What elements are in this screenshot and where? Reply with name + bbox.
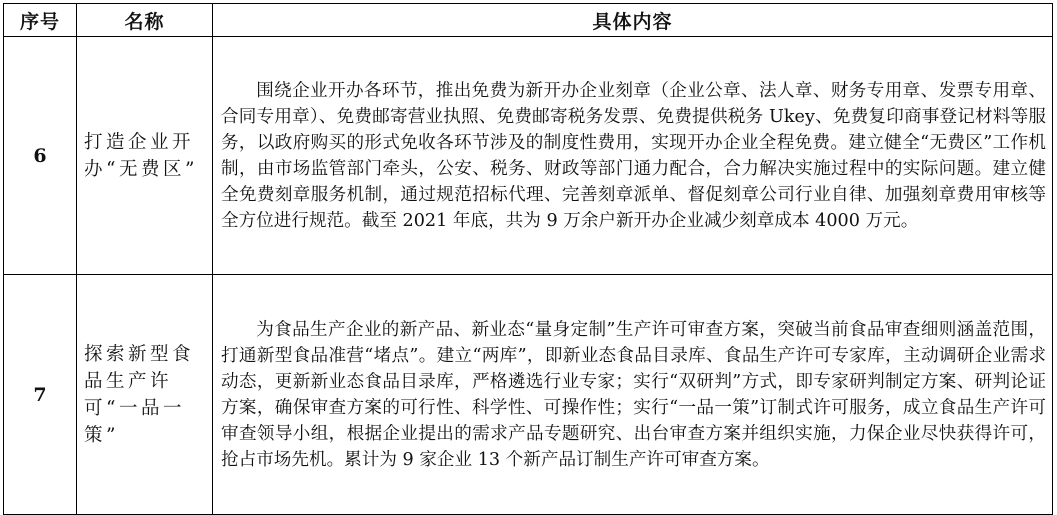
header-row xyxy=(4,4,1053,37)
table-row xyxy=(4,275,1053,515)
header-name: 名称 xyxy=(77,4,213,37)
row-name: 打造企业开办“无费区” xyxy=(77,37,213,275)
row-name: 探索新型食品生产许可“一品一策” xyxy=(77,275,213,515)
row-number: 6 xyxy=(4,37,77,275)
header-content: 具体内容 xyxy=(213,4,1053,37)
row-content: 为食品生产企业的新产品、新业态“量身定制”生产许可审查方案，突破当前食品审查细则涵盖范围，打通新型食品准营“堵点”。建立“两库”，即新业态食品目录库、食品生产许可专家库，主动调研企业需求动态，更新新业态食品目录库，严格遴选行业专家；实行“双研判”方式，即专家研判制定方案、研判论证方案，确保审查方案的可行性、科学性、可操作性；实行“一品一策”订制式许可服务，成立食品生产许可审查领导小组，根据企业提出的需求产品专题研究、出台审查方案并组织实施，力保企业尽快获得许可，抢占市场先机。累计为 9 家企业 13 个新产品订制生产许可审查方案。 xyxy=(213,275,1053,515)
row-number: 7 xyxy=(4,275,77,515)
table-row xyxy=(4,37,1053,275)
header-no: 序号 xyxy=(4,4,77,37)
row-content: 围绕企业开办各环节，推出免费为新开办企业刻章（企业公章、法人章、财务专用章、发票专用章、合同专用章）、免费邮寄营业执照、免费邮寄税务发票、免费提供税务 Ukey、免费复印商事登记材料等服务，以政府购买的形式免收各环节涉及的制度性费用，实现开办企业全程免费。建立健全“无费区”工作机制，由市场监管部门牵头，公安、税务、财政等部门通力配合，合力解决实施过程中的实际问题。建立健全免费刻章服务机制，通过规范招标代理、完善刻章派单、督促刻章公司行业自律、加强刻章费用审核等全方位进行规范。截至 2021 年底，共为 9 万余户新开办企业减少刻章成本 4000 万元。 xyxy=(213,37,1053,275)
policy-table xyxy=(3,3,1053,515)
